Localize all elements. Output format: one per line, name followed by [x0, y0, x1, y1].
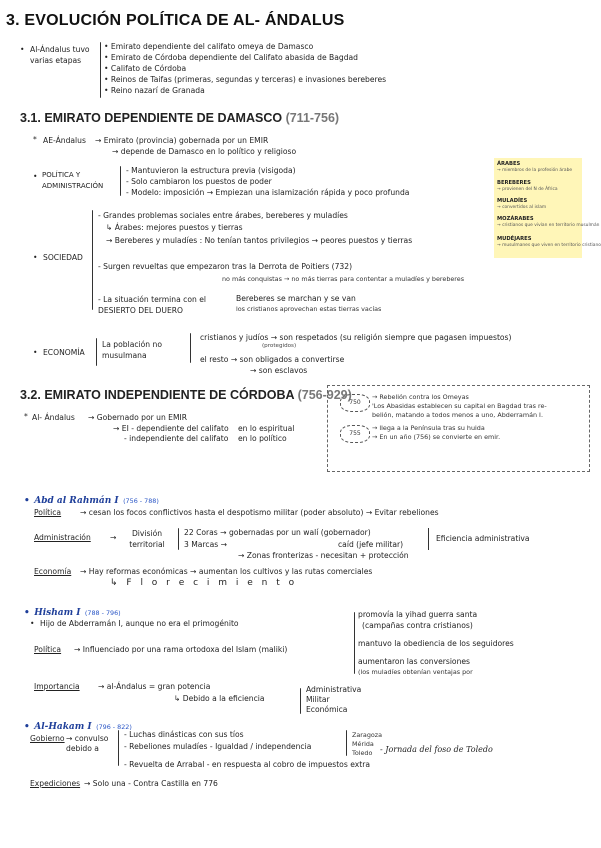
note-def: → provienen del N de África — [497, 187, 558, 192]
sociedad-item: - La situación termina con el DESIERTO DEL DUERO — [98, 295, 206, 315]
economia-branch: el resto → son obligados a convertirse — [200, 355, 345, 364]
economia-text: La población no musulmana — [102, 340, 162, 360]
section-heading — [20, 388, 352, 402]
politica-item: (campañas contra cristianos) — [362, 621, 473, 630]
city: Zaragoza — [352, 731, 383, 739]
ae-label: Al- Ándalus — [32, 413, 75, 422]
importancia-item: Económica — [306, 705, 348, 714]
bullet-star: * — [33, 135, 37, 144]
city: Mérida — [352, 740, 374, 748]
intro-brace — [100, 42, 101, 98]
section-dates: (756-929) — [297, 388, 352, 402]
intro-label: Al-Ándalus tuvo varias etapas — [30, 45, 90, 65]
intro-item: • Califato de Córdoba — [104, 64, 187, 73]
politica-label: POLÍTICA Y ADMINISTRACIÓN — [42, 171, 104, 190]
note-def: → convertidos al islam — [497, 205, 547, 210]
sociedad-label: SOCIEDAD — [43, 253, 83, 262]
politica-item — [358, 610, 477, 619]
politica-text: → Influenciado por una rama ortodoxa del Islam (maliki) — [74, 645, 288, 654]
ruler-bullet: • — [24, 722, 30, 732]
note-def: → musulmanes que viven en territorio cristiano — [497, 243, 601, 248]
ae-line: → Gobernado por un EMIR — [88, 413, 188, 422]
ae-line: en lo político — [238, 434, 287, 443]
admin-label: Administración — [34, 533, 91, 542]
section-dates: (711-756) — [285, 111, 340, 125]
gobierno-item: - Revuelta de Arrabal - en respuesta al cobro de impuestos extra — [124, 760, 370, 769]
ruler-name: Abd al Rahmán I — [34, 496, 119, 506]
economia-brace-2 — [190, 333, 191, 363]
economia-brace — [96, 338, 97, 366]
politica-text: → cesan los focos conflictivos hasta el despotismo militar (poder absoluto) → Evitar rebeliones — [80, 508, 439, 517]
admin-item: 3 Marcas → — [184, 540, 227, 549]
ae-label: AE-Ándalus — [43, 136, 86, 145]
importancia-item: Militar — [306, 695, 330, 704]
admin-bracket — [428, 528, 429, 550]
intro-item: • Emirato de Córdoba dependiente del Califato abasida de Bagdad — [104, 53, 359, 62]
intro-item: • Reino nazarí de Granada — [104, 86, 205, 95]
ruler-heading — [24, 490, 159, 508]
info-line: → llega a la Península tras su huida — [372, 424, 485, 432]
politica-item: aumentaron las conversiones — [358, 657, 471, 666]
economia-text: → Hay reformas económicas → aumentan los cultivos y las rutas comerciales — [80, 567, 373, 576]
sociedad-item: → Bereberes y muladíes : No tenían tantos privilegios → peores puestos y tierras — [106, 236, 413, 245]
bullet: • — [33, 253, 38, 262]
ruler-name: Al-Hakam I — [34, 722, 92, 732]
sociedad-result: Bereberes se marchan y se van — [236, 294, 356, 303]
ae-line: en lo espiritual — [238, 424, 295, 433]
politica-label: Política — [34, 508, 62, 517]
ruler-dates: (788 - 796) — [84, 609, 121, 617]
gobierno-item: - Rebeliones muladíes - Igualdad / independencia — [124, 742, 312, 751]
politica-brace — [120, 166, 121, 196]
intro-item: • Reinos de Taifas (primeras, segundas y terceras) e invasiones bereberes — [104, 75, 387, 84]
economia-branch: cristianos y judíos → son respetados (su religión siempre que pagasen impuestos) — [200, 333, 512, 342]
politica-item-text: promovía la yihad guerra santa — [358, 610, 478, 619]
page-title: 3. EVOLUCIÓN POLÍTICA DE AL- ÁNDALUS — [6, 12, 345, 29]
intro-item: • Emirato dependiente del califato omeya de Damasco — [104, 42, 314, 51]
ruler-dates: (796 - 822) — [96, 723, 132, 731]
section-title: 3.1. EMIRATO DEPENDIENTE DE DAMASCO — [20, 111, 283, 125]
importancia-item: Administrativa — [306, 685, 362, 694]
importancia-text: ↳ Debido a la eficiencia — [174, 694, 265, 703]
gobierno-label: Gobierno — [30, 734, 65, 743]
jornada-text: - Jornada del foso de Toledo — [380, 745, 493, 754]
glossary-note — [494, 158, 601, 258]
importancia-label: Importancia — [34, 682, 80, 691]
ruler-bullet: • — [24, 496, 30, 506]
sociedad-brace — [92, 210, 93, 310]
economia-label: ECONOMÍA — [43, 348, 85, 357]
expediciones-text: → Solo una - Contra Castilla en 776 — [84, 779, 218, 788]
importancia-text: → al-Ándalus = gran potencia — [98, 682, 211, 691]
date-badge: 755 — [340, 425, 370, 443]
admin-item: → Zonas fronterizas - necesitan + protección — [238, 551, 409, 560]
sociedad-subnote: no más conquistas → no más tierras para contentar a muladíes y bereberes — [222, 275, 465, 283]
ruler-heading — [24, 716, 132, 734]
admin-result: Eficiencia administrativa — [436, 534, 530, 543]
ae-line: - independiente del califato — [124, 434, 229, 443]
note-def: → miembros de la profesión árabe — [497, 168, 573, 173]
ruler-bullet: • — [24, 608, 30, 618]
info-line: → En un año (756) se convierte en emir. — [372, 433, 501, 441]
ruler-dates: (756 - 788) — [123, 497, 159, 505]
ruler-name: Hisham I — [34, 608, 81, 618]
gobierno-text: → convulso debido a — [66, 734, 109, 753]
city: Toledo — [352, 749, 373, 757]
cities-brace — [346, 730, 347, 756]
sociedad-item: ↳ Árabes: mejores puestos y tierras — [106, 223, 243, 232]
admin-arrow: → — [110, 533, 117, 542]
admin-brace — [178, 528, 179, 550]
date-badge: 750 — [340, 394, 370, 412]
ae-line: → depende de Damasco en lo político y religioso — [112, 147, 297, 156]
gobierno-brace — [118, 730, 119, 766]
admin-item: caíd (jefe militar) — [338, 540, 404, 549]
ae-line: → Emirato (provincia) gobernada por un EMIR — [95, 136, 269, 145]
note-def: → cristianos que vivían en territorio musulmán — [497, 223, 600, 228]
bullet: • — [33, 172, 38, 181]
sociedad-result: los cristianos aprovechan estas tierras vacías — [236, 305, 382, 313]
sociedad-item: - Surgen revueltas que empezaron tras la Derrota de Poitiers (732) — [98, 262, 353, 271]
hisham-text: Hijo de Abderramán I, aunque no era el primogénito — [40, 619, 239, 628]
economia-branch: → son esclavos — [250, 366, 308, 375]
info-line: belión, matando a todos menos a uno, Abderramán I. — [372, 411, 543, 419]
section-title: 3.2. EMIRATO INDEPENDIENTE DE CÓRDOBA — [20, 388, 295, 402]
admin-item: 22 Coras → gobernadas por un walí (gobernador) — [184, 528, 371, 537]
admin-sub: División territorial — [129, 529, 165, 549]
ae-line: → EI - dependiente del califato — [113, 424, 229, 433]
politica-label: Política — [34, 645, 62, 654]
ruler-heading — [24, 602, 121, 620]
economia-label: Economía — [34, 567, 72, 576]
politica-brace — [354, 612, 355, 674]
importancia-brace — [300, 688, 301, 714]
note-term: BEREBERES — [497, 180, 531, 186]
bullet: • — [33, 348, 38, 357]
info-line: → Rebelión contra los Omeyas — [372, 393, 469, 401]
hisham-bullet: • — [30, 619, 35, 628]
note-term: MOZÁRABES — [497, 216, 534, 222]
intro-bullet: • — [20, 45, 25, 54]
economia-branch-note: (protegidos) — [262, 343, 297, 349]
bullet-star: * — [24, 412, 28, 421]
note-term: ÁRABES — [497, 161, 521, 167]
politica-item-note: (los muladíes obtenían ventajas por — [358, 668, 473, 676]
politica-item: - Solo cambiaron los puestos de poder — [126, 177, 272, 186]
politica-item: - Modelo: imposición → Empiezan una islamización rápida y poco profunda — [126, 188, 410, 197]
gobierno-item: - Luchas dinásticas con sus tíos — [124, 730, 244, 739]
info-line: 'Los Abasidas establecen su capital en Bagdad tras re- — [372, 402, 547, 410]
politica-item: mantuvo la obediencia de los seguidores — [358, 639, 514, 648]
sociedad-item: - Grandes problemas sociales entre árabes, bereberes y muladíes — [98, 211, 348, 220]
section-heading — [20, 111, 339, 125]
politica-item: - Mantuvieron la estructura previa (visigoda) — [126, 166, 296, 175]
economia-result: ↳ F l o r e c i m i e n t o — [110, 578, 298, 588]
note-term: MULADÍES — [497, 198, 528, 204]
expediciones-label: Expediciones — [30, 779, 81, 788]
note-term: MUDÉJARES — [497, 236, 532, 242]
